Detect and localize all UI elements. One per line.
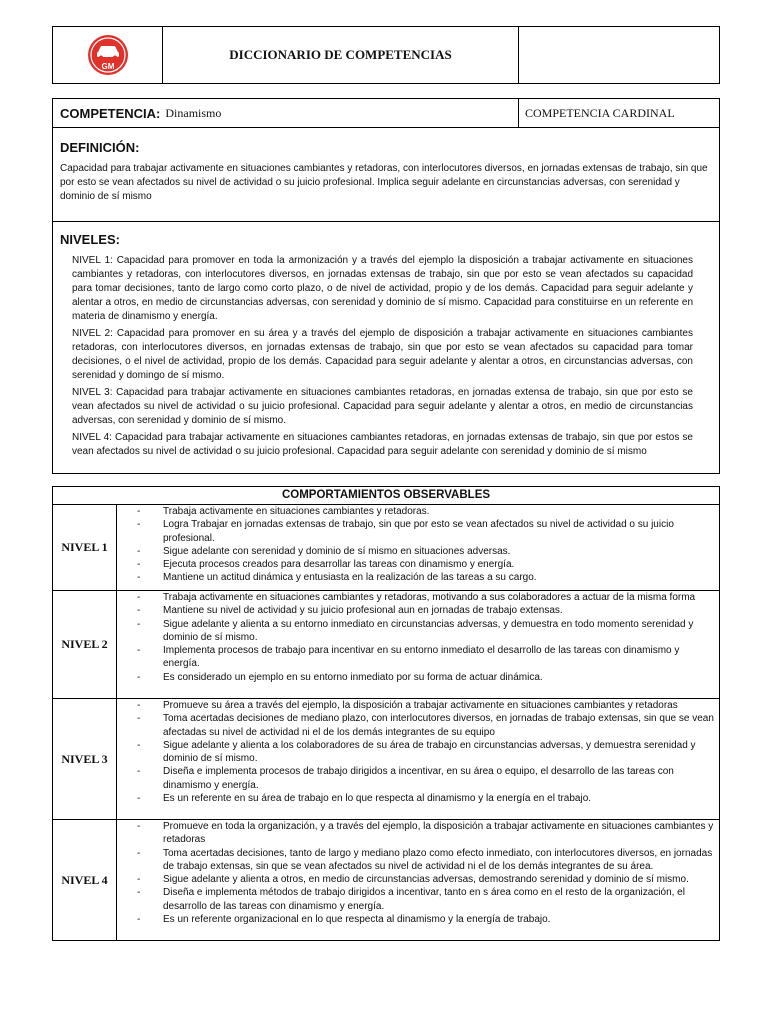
behaviour-list [117, 591, 719, 698]
behaviour-item: - Logra Trabajar en jornadas extensas de trabajo, sin que por esto se vean afectados su nivel de actividad o su juicio profesional. [137, 518, 716, 545]
levels-title: NIVELES: [60, 232, 120, 247]
behaviour-row-level-2 [53, 591, 719, 699]
header-empty-cell [519, 27, 719, 83]
behaviour-level-label: NIVEL 4 [53, 820, 117, 941]
behaviour-item: - Promueve en toda la organización, y a través del ejemplo, la disposición a trabajar activamente en situaciones cambiantes y retadoras [137, 820, 716, 847]
behaviour-item: - Es un referente organizacional en lo que respecta al dinamismo y la energía de trabajo. [137, 913, 716, 926]
behaviour-item: - Sigue adelante y alienta a los colaboradores de su área de trabajo en circunstancias adversas, y demuestra serenidad y dominio de sí mismo. [137, 739, 716, 766]
behaviour-item: - Mantiene un actitud dinámica y entusiasta en la realización de las tareas a su cargo. [137, 571, 716, 584]
logo-cell [53, 27, 163, 83]
behaviour-item: - Diseña e implementa procesos de trabajo dirigidos a incentivar, en su área o equipo, el desarrollo de las tareas con dinamismo y energía. [137, 765, 716, 792]
behaviour-row-level-4 [53, 820, 719, 941]
logo-text: GM [101, 62, 114, 71]
behaviour-row-level-1 [53, 505, 719, 591]
behaviour-level-label: NIVEL 1 [53, 505, 117, 590]
behaviours-title: COMPORTAMIENTOS OBSERVABLES [53, 487, 719, 505]
behaviour-list [117, 505, 719, 590]
behaviours-table [52, 486, 720, 941]
behaviour-list [117, 699, 719, 819]
level-description: NIVEL 2: Capacidad para promover en su área y a través del ejemplo de disposición a trabajar activamente en situaciones cambiantes retadoras, con interlocutores diversos, en jornadas extensas de trabajo, sin que por esto se vean afectados su capacidad para tomar decisiones, o el nivel de actividad, propio de los demás. Capacidad para seguir adelante y alentar a otros, en circunstancias adversas, con serenidad y domingo de sí mismo. [72, 328, 693, 381]
levels-list [60, 254, 712, 459]
behaviour-item: - Diseña e implementa métodos de trabajo dirigidos a incentivar, tanto en s área como en el resto de la organización, el desarrollo de las tareas con dinamismo y energía. [137, 886, 716, 913]
definition-section [53, 128, 719, 222]
behaviour-item: - Sigue adelante y alienta a su entorno inmediato en circunstancias adversas, y demuestra en todo momento serenidad y dominio de sí mismo. [137, 618, 716, 645]
competency-label: COMPETENCIA: [60, 105, 161, 121]
competency-name: Dinamismo [165, 105, 222, 120]
behaviour-item: - Promueve su área a través del ejemplo, la disposición a trabajar activamente en situaciones cambiantes y retadoras [137, 699, 716, 712]
competency-row [53, 99, 719, 128]
level-description: NIVEL 3: Capacidad para trabajar activamente en situaciones cambiantes retadoras, en jornadas extensa de trabajo, sin que por esto se vean afectados su nivel de actividad o su juicio profesional. Capacidad para seguir adelante y alentar a otros, en medio de circunstancias adversas, con serenidad y dominio de sí mismo. [72, 387, 693, 426]
behaviour-level-label: NIVEL 2 [53, 591, 117, 698]
behaviour-item: - Ejecuta procesos creados para desarrollar las tareas con dinamismo y energía. [137, 558, 716, 571]
levels-section [53, 222, 719, 459]
behaviour-level-label: NIVEL 3 [53, 699, 117, 819]
behaviour-item: - Trabaja activamente en situaciones cambiantes y retadoras. [137, 505, 716, 518]
definition-title: DEFINICIÓN: [60, 140, 140, 155]
competency-name-cell [53, 99, 519, 127]
gm-logo-icon [86, 33, 130, 77]
document-title: DICCIONARIO DE COMPETENCIAS [163, 27, 519, 83]
behaviour-item: - Toma acertadas decisiones, tanto de largo y mediano plazo como efecto inmediato, con interlocutores diversos, en jornadas de trabajo extensas, sin que se vean afectados su nivel de actividad ni el de los demás integrantes de su área. [137, 847, 716, 874]
definition-text: Capacidad para trabajar activamente en situaciones cambiantes y retadoras, con interlocutores diversos, en jornadas extensas de trabajo, sin que por esto se vean afectados su nivel de actividad o su juicio profesional. Implica seguir adelante en circunstancias adversas, con serenidad y dominio de sí mismo [60, 163, 708, 202]
level-description: NIVEL 1: Capacidad para promover en toda la armonización y a través del ejemplo la disposición a trabajar activamente en situaciones cambiantes y retadoras, con interlocutores diversos, en jornadas extensas de trabajo, sin que por esto se vean afectados su capacidad para tomar decisiones, tanto de largo como corto plazo, o de nivel de actividad, propio y de los demás. Capacidad para seguir adelante y alentar a otros, en medio de circunstancias adversas, con serenidad y dominio de sí mismo. Capacidad para constituirse en un referente en materia de dinamismo y energía. [72, 255, 693, 322]
competency-section [52, 98, 720, 474]
competency-type: COMPETENCIA CARDINAL [525, 105, 675, 120]
level-description: NIVEL 4: Capacidad para trabajar activamente en situaciones cambiantes retadoras, en jornadas extensas de trabajo, sin que por estos se vean afectados su nivel de actividad o su juicio profesional. Capacidad para seguir adelante con serenidad y dominio de sí mismo [72, 432, 693, 457]
behaviour-row-level-3 [53, 699, 719, 820]
document-header [52, 26, 720, 84]
behaviour-item: - Implementa procesos de trabajo para incentivar en su entorno inmediato el desarrollo de las tareas con dinamismo y energía. [137, 644, 716, 671]
behaviour-item: - Es un referente en su área de trabajo en lo que respecta al dinamismo y la energía en el trabajo. [137, 792, 716, 805]
behaviour-list [117, 820, 719, 941]
behaviour-item: - Toma acertadas decisiones de mediano plazo, con interlocutores diversos, en jornadas de trabajo extensas, sin que se vean afectadas su nivel de actividad ni el de los demás integrantes de su equipo [137, 712, 716, 739]
behaviour-item: - Es considerado un ejemplo en su entorno inmediato por su forma de actuar dinámica. [137, 671, 716, 684]
behaviour-item: - Sigue adelante con serenidad y dominio de sí mismo en situaciones adversas. [137, 545, 716, 558]
behaviour-item: - Mantiene su nivel de actividad y su juicio profesional aun en jornadas de trabajo extensas. [137, 604, 716, 617]
behaviour-item: - Trabaja activamente en situaciones cambiantes y retadoras, motivando a sus colaboradores a actuar de la misma forma [137, 591, 716, 604]
behaviour-item: - Sigue adelante y alienta a otros, en medio de circunstancias adversas, demostrando serenidad y dominio de sí mismo. [137, 873, 716, 886]
